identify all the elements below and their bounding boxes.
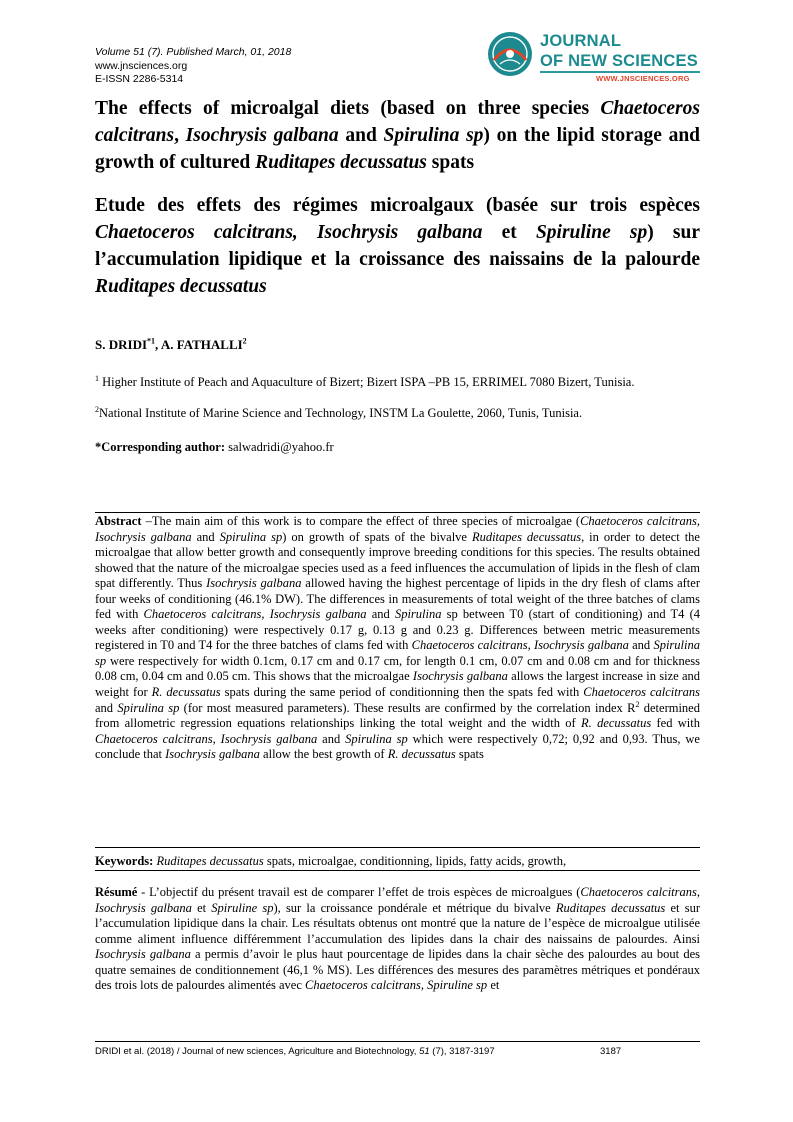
text-run: sp between T0 (start of conditioning) and T4 (4 weeks after conditioning) were respectively 0.17 g, 0.13 g and 0.23 g. Differences between metric measurements registered in T0 and T4 for the three batches of clams fed with — [95, 607, 700, 653]
issn-line: E-ISSN 2286-5314 — [95, 73, 184, 85]
text-run: a permis d’avoir le plus haut pourcentage de lipides dans la chair sèche des palourdes au bout des quatre semaines de conditionnement (46,1 % MS). Les différences des mesures des paramètres métriques et pondéraux des trois lots de palourdes alimentés avec — [95, 947, 700, 993]
text-run: Chaetoceros calcitrans, Isochrysis galbana — [95, 222, 483, 243]
journal-header-meta — [95, 46, 291, 87]
text-run: Spiruline sp — [211, 900, 274, 915]
text-run: Spirulina sp — [383, 125, 484, 146]
text-run: et — [487, 978, 500, 993]
text-run: 2 — [635, 699, 640, 709]
keywords-body — [153, 854, 566, 868]
text-run: ), sur la croissance pondérale et métrique du bivalve — [273, 900, 556, 915]
keywords — [95, 854, 700, 869]
text-run: Isochrysis galbana — [165, 747, 260, 762]
text-run: Chaetoceros calcitrans — [95, 98, 700, 146]
affiliation-2: $^2$National Institute of Marine Science and Technology, INSTM La Goulette, 2060, Tunis, Tunisia. — [95, 404, 583, 420]
text-run: R. decussatus — [387, 747, 456, 762]
text-run: Spirulina sp — [95, 638, 700, 668]
journal-globe-icon — [486, 30, 534, 78]
text-run: Chaetoceros calcitrans, Isochrysis galbana — [143, 607, 367, 622]
text-run: allowed having the highest percentage of lipids in the dry flesh of clams after four weeks of conditioning (46.1% DW). The differences in measurements of total weight of the three batches of clams fed with — [95, 576, 700, 622]
website-line: www.jnsciences.org — [95, 59, 188, 72]
text-run: Chaetoceros calcitrans, Spiruline sp — [305, 978, 488, 993]
text-run: Chaetoceros calcitrans, Isochrysis galbana — [411, 638, 629, 653]
affiliation-1: $^1$ Higher Institute of Peach and Aquaculture of Bizert; Bizert ISPA –PB 15, ERRIMEL 7080 Bizert, Tunisia. — [95, 373, 635, 389]
abstract — [95, 514, 700, 763]
text-run: and — [95, 700, 118, 715]
text-run: ) on growth of spats of the bivalve — [282, 529, 472, 544]
keywords-bottom-rule — [95, 870, 700, 871]
text-run: Isochrysis galbana — [412, 669, 508, 684]
text-run: , — [174, 125, 186, 146]
text-run: determined from allometric regression equations relationships linking the total weight and the width of — [95, 700, 700, 731]
text-run: Ruditapes decussatus — [255, 152, 427, 173]
corresponding-email: salwadridi@yahoo.fr — [228, 440, 334, 454]
text-run: Chaetoceros calcitrans, Isochrysis galbana — [95, 514, 700, 544]
text-run: allows the largest increase in size and weight for — [95, 669, 700, 700]
logo-divider — [540, 71, 700, 73]
text-run: which were respectively 0,72; 0,92 and 0,93. Thus, we conclude that — [95, 731, 700, 762]
text-run: Etude des effets des régimes microalgaux (basée sur trois espèces — [95, 195, 700, 216]
text-run: et — [191, 900, 212, 915]
title-english — [95, 95, 700, 176]
text-run: Isochrysis galbana — [206, 576, 302, 591]
logo-url: WWW.JNSCIENCES.ORG — [596, 74, 690, 83]
footer-rule — [95, 1041, 700, 1042]
text-run: Spirulina sp — [117, 700, 180, 715]
text-run: and — [191, 529, 220, 544]
text-run: Ruditapes decussatus — [471, 529, 582, 544]
author-1: S. DRIDI — [95, 337, 148, 352]
text-run: - L’objectif du présent travail est de comparer l’effet de trois espèces de microalgues ( — [137, 885, 581, 899]
author-2-sup: 2 — [242, 336, 247, 346]
footer-citation: DRIDI et al. (2018) / Journal of new sciences, Agriculture and Biotechnology, 51 (7), 3187-3197 — [95, 1046, 495, 1057]
resume-label: Résumé — [95, 885, 138, 899]
corresponding-author — [95, 440, 334, 455]
author-separator: , — [155, 337, 161, 352]
text-run: and — [338, 125, 384, 146]
text-run: allow the best growth of — [259, 747, 388, 762]
text-run: and — [628, 638, 654, 653]
text-run: and — [366, 607, 395, 622]
abstract-body — [95, 514, 700, 761]
text-run: Chaetoceros calcitrans — [583, 685, 700, 700]
text-run: ) on the lipid storage and growth of cultured — [95, 125, 701, 173]
text-run: spats during the same period of conditionning then the spats fed with — [220, 685, 584, 700]
author-1-sup: *1 — [147, 336, 156, 346]
text-run: The effects of microalgal diets (based on three species — [95, 98, 601, 119]
text-run: were respectively for width 0.1cm, 0.17 cm and 0.17 cm, for length 0.1 cm, 0.07 cm and 0.08 cm and for thickness 0.08 cm, 0.04 cm and 0.05 cm. This shows that the microalgae — [95, 653, 700, 684]
text-run: (for most measured parameters). These results are confirmed by the correlation index R — [179, 700, 636, 715]
text-run: Spirulina sp — [219, 529, 283, 544]
authors — [95, 337, 247, 353]
text-run: Isochrysis galbana — [95, 947, 191, 962]
abstract-bottom-rule — [95, 847, 700, 848]
text-run: Spirulina sp — [345, 731, 408, 746]
title-french — [95, 192, 700, 300]
text-run: –The main aim of this work is to compare the effect of three species of microalgae ( — [141, 514, 581, 528]
text-run: spats, microalgae, conditionning, lipids, fatty acids, growth, — [263, 854, 567, 868]
text-run: Ruditapes decussatus — [95, 276, 267, 297]
journal-logo-text: JOURNAL OF NEW SCIENCES — [540, 32, 698, 70]
author-2: A. FATHALLI — [160, 337, 243, 352]
volume-line: Volume 51 (7). Published March, 01, 2018 — [95, 46, 292, 58]
text-run: and — [317, 731, 346, 746]
text-run: ) sur l’accumulation lipidique et la croissance des naissains de la palourde — [95, 222, 700, 270]
text-run: et — [482, 222, 536, 243]
text-run: Chaetoceros calcitrans, Isochrysis galbana — [95, 885, 701, 915]
text-run: spats — [455, 747, 484, 762]
journal-logo — [486, 24, 716, 86]
corresponding-label: *Corresponding author: — [95, 440, 225, 454]
text-run: Spiruline sp — [535, 222, 648, 243]
text-run: Spirulina — [394, 607, 442, 622]
abstract-top-rule — [95, 512, 700, 513]
text-run: Chaetoceros calcitrans, Isochrysis galbana — [95, 731, 318, 746]
text-run: Isochrysis galbana — [185, 125, 339, 146]
text-run: fed with — [651, 716, 700, 731]
text-run: , in order to detect the microalgae that allow better growth and consequently improve breeding conditions for this species. The results obtained showed that the nature of the microalgae species used as a feed influences the accumulation of lipids in the flesh of clam spat differently. Thus — [95, 529, 700, 591]
page-number: 3187 — [600, 1046, 622, 1057]
resume-body — [95, 885, 700, 992]
text-run: R. decussatus — [581, 716, 652, 731]
footer — [95, 1046, 700, 1057]
text-run: et sur l’accumulation lipidique dans la chair. Les résultats obtenus ont montré que la nature de l’espèce de microalgue utilisée comme aliment influence différemment l’accumulation des lipides dans la chair des naissains de palourdes. Ainsi — [95, 900, 700, 946]
text-run: Ruditapes decussatus — [555, 900, 666, 915]
text-run: Ruditapes decussatus — [156, 854, 264, 868]
abstract-label: Abstract — [95, 514, 142, 528]
text-run: spats — [426, 152, 475, 173]
text-run: R. decussatus — [151, 685, 221, 700]
keywords-label: Keywords: — [95, 854, 154, 868]
resume — [95, 885, 700, 994]
